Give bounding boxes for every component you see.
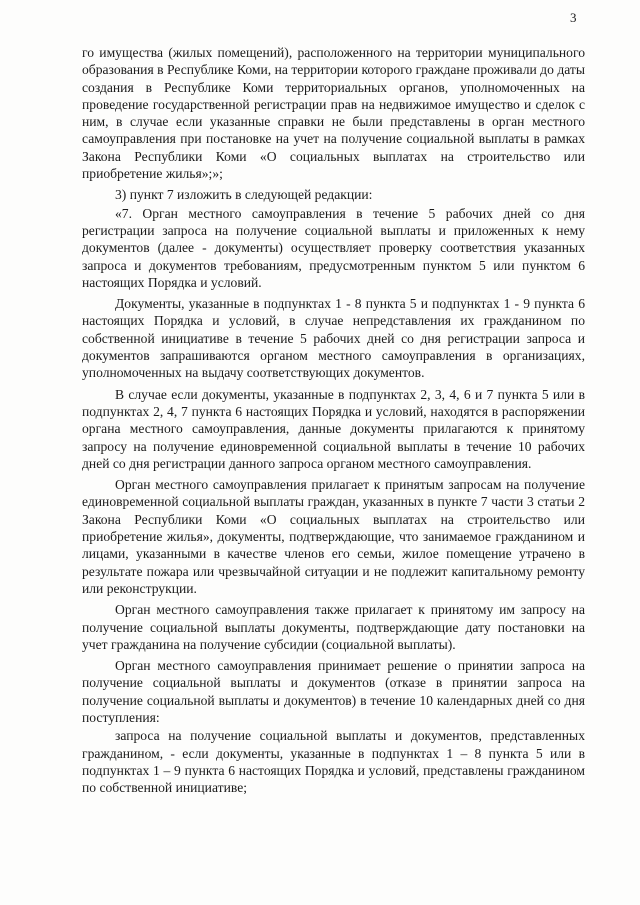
paragraph-fire-emergency: Орган местного самоуправления прилагает к принятым запросам на получение единовременной социальной выплаты граждан, указанных в пункте 7 части 3 статьи 2 Закона Республики Коми «О социальных выплатах на строительство или приобретение жилья», документы, подтверждающие, что занимаемое гражданином и лицами, указанными в качестве членов его семьи, жилое помещение утрачено в результате пожара или чрезвычайной ситуации и не подлежит капитальному ремонту или реконструкции. — [82, 477, 585, 596]
paragraph-registration-date: Орган местного самоуправления также прилагает к принятому им запросу на получение социальной выплаты документы, подтверждающие дату постановки на учет гражданина на получение субсидии (социальной выплаты). — [82, 602, 585, 652]
paragraph-continued-property: го имущества (жилых помещений), расположенного на территории муниципального образования в Республике Коми, на территории которого граждане проживали до даты создания в Республике Коми территориальных органов, уполномоченных на проведение государственной регистрации прав на недвижимое имущество и сделок с ним, в случае если указанные справки не были представлены в орган местного самоуправления при постановке на учет на получение социальной выплаты в рамках Закона Республики Коми «О социальных выплатах на строительство или приобретение жилья»;»; — [82, 45, 585, 182]
paragraph-request-by-citizen: запроса на получение социальной выплаты и документов, представленных гражданином, - если документы, указанные в подпунктах 1 – 8 пункта 5 или в подпунктах 1 – 9 пункта 6 настоящих Порядка и условий, представлены гражданином по собственной инициативе; — [82, 728, 585, 796]
paragraph-clause-7: «7. Орган местного самоуправления в течение 5 рабочих дней со дня регистрации запроса на получение социальной выплаты и приложенных к нему документов (далее - документы) осуществляет проверку соответствия указанных запроса и документов требованиям, предусмотренным пунктом 5 или пунктом 6 настоящих Порядка и условий. — [82, 205, 585, 290]
document-text — [82, 44, 585, 800]
paragraph-decision: Орган местного самоуправления принимает решение о принятии запроса на получение социальной выплаты и документов (отказе в принятии запроса на получение социальной выплаты и документов) в течение 10 календарных дней со дня поступления: — [82, 658, 585, 725]
paragraph-documents-request: Документы, указанные в подпунктах 1 - 8 пункта 5 и подпунктах 1 - 9 пункта 6 настоящих Порядка и условий, в случае непредставления их гражданином по собственной инициативе в течение 5 рабочих дней со дня регистрации запроса и документов запрашиваются органом местного самоуправления в организациях, уполномоченных на выдачу соответствующих документов. — [82, 296, 585, 381]
page-number: 3 — [570, 10, 577, 25]
paragraph-item-3: 3) пункт 7 изложить в следующей редакции: — [115, 187, 373, 203]
paragraph-documents-in-possession: В случае если документы, указанные в подпунктах 2, 3, 4, 6 и 7 пункта 5 или в подпунктах 2, 4, 7 пункта 6 настоящих Порядка и условий, находятся в распоряжении органа местного самоуправления, данные документы прилагаются к принятому запросу на получение единовременной социальной выплаты в течение 10 рабочих дней со дня регистрации данного запроса органом местного самоуправления. — [82, 386, 585, 471]
